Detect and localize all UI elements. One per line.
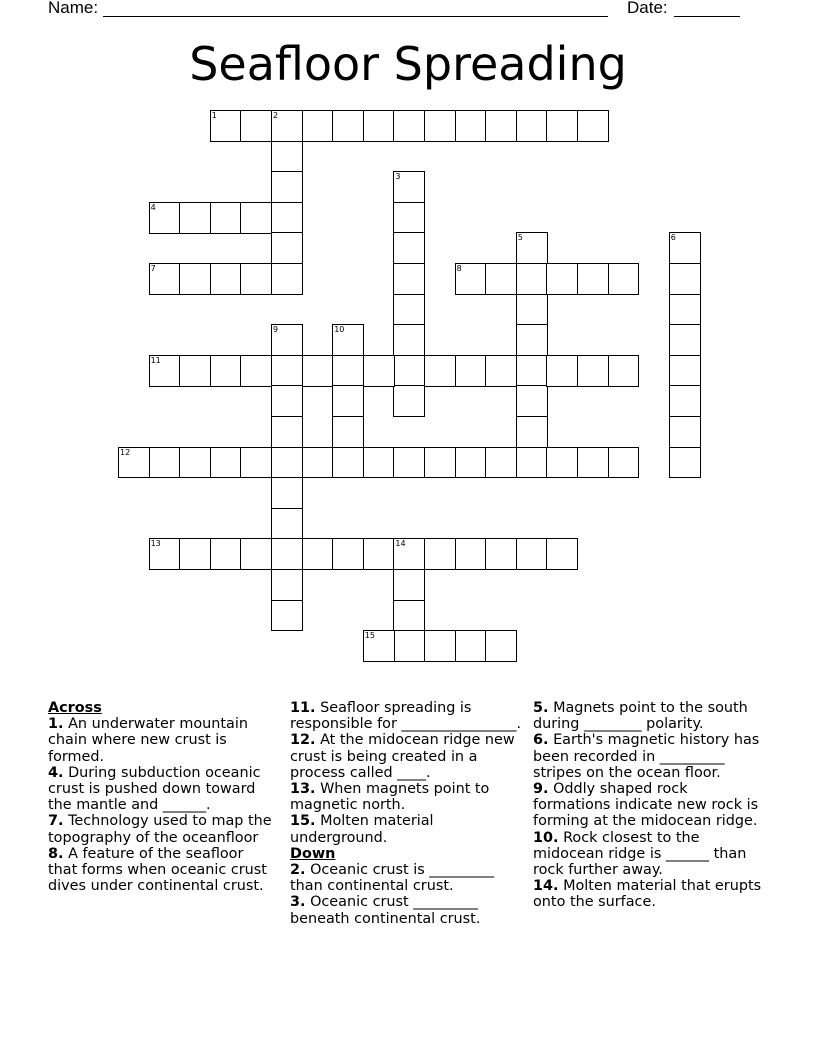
grid-cell[interactable]: [149, 202, 181, 234]
grid-cell[interactable]: [455, 263, 487, 295]
grid-cell[interactable]: [577, 447, 609, 479]
grid-cell[interactable]: [363, 447, 395, 479]
clue-across-15: 15. Molten material underground.: [290, 813, 434, 846]
grid-cell[interactable]: [271, 447, 303, 479]
grid-cell[interactable]: [271, 477, 303, 509]
grid-cell[interactable]: [424, 447, 456, 479]
grid-cell[interactable]: [179, 202, 211, 234]
grid-cell[interactable]: [485, 447, 517, 479]
clues-column-2: [290, 700, 522, 927]
clue-number: 14: [395, 539, 406, 549]
grid-cell[interactable]: [577, 263, 609, 295]
grid-cell[interactable]: [546, 355, 578, 387]
clue-down-9: 9. Oddly shaped rock formations indicate new rock is forming at the midocean ridge.: [533, 781, 759, 830]
grid-cell[interactable]: [393, 324, 425, 356]
date-label: Date:: [627, 0, 668, 17]
grid-cell[interactable]: [149, 538, 181, 570]
grid-cell[interactable]: [210, 355, 242, 387]
grid-cell[interactable]: [393, 110, 425, 142]
grid-cell[interactable]: [332, 385, 364, 417]
clue-number: 10: [334, 325, 345, 335]
grid-cell[interactable]: [516, 263, 548, 295]
grid-cell[interactable]: [485, 263, 517, 295]
grid-cell[interactable]: [240, 202, 272, 234]
clue-number: 2: [273, 111, 279, 120]
grid-cell[interactable]: [240, 355, 272, 387]
grid-cell[interactable]: [669, 416, 701, 448]
grid-cell[interactable]: [240, 447, 272, 479]
clue-across-1: 1. An underwater mountain chain where new crust is formed.: [48, 716, 248, 765]
down-heading: Down: [290, 845, 336, 862]
clue-number: 9: [273, 325, 279, 335]
clue-across-13: 13. When magnets point to magnetic north.: [290, 781, 490, 814]
grid-cell[interactable]: [455, 355, 487, 387]
grid-cell[interactable]: [516, 385, 548, 417]
grid-cell[interactable]: [393, 232, 425, 264]
grid-cell[interactable]: [118, 447, 150, 479]
grid-cell[interactable]: [332, 447, 364, 479]
grid-cell[interactable]: [271, 508, 303, 540]
grid-cell[interactable]: [179, 447, 211, 479]
grid-cell[interactable]: [271, 385, 303, 417]
grid-cell[interactable]: [271, 110, 303, 142]
clue-down-10: 10. Rock closest to the midocean ridge is ______ than rock further away.: [533, 829, 747, 879]
grid-cell[interactable]: [210, 202, 242, 234]
grid-cell[interactable]: [393, 447, 425, 479]
grid-cell[interactable]: [393, 355, 425, 387]
grid-cell[interactable]: [424, 355, 456, 387]
grid-cell[interactable]: [516, 538, 548, 570]
grid-cell[interactable]: [240, 538, 272, 570]
grid-cell[interactable]: [271, 263, 303, 295]
name-label: Name:: [48, 0, 99, 17]
grid-cell[interactable]: [271, 569, 303, 601]
clue-number: 5: [517, 233, 523, 243]
grid-cell[interactable]: [179, 538, 211, 570]
grid-cell[interactable]: [271, 171, 303, 203]
grid-cell[interactable]: [149, 355, 181, 387]
clue-number: 7: [150, 264, 156, 273]
clue-across-11: 11. Seafloor spreading is responsible for ________________.: [290, 700, 522, 733]
grid-cell[interactable]: [485, 110, 517, 142]
grid-cell[interactable]: [577, 110, 609, 142]
grid-cell[interactable]: [577, 355, 609, 387]
clue-number: 12: [120, 447, 131, 457]
clue-across-12: 12. At the midocean ridge new crust is being created in a process called ____.: [290, 732, 515, 781]
grid-cell[interactable]: [393, 385, 425, 417]
grid-cell[interactable]: [485, 355, 517, 387]
grid-cell[interactable]: [393, 294, 425, 326]
grid-cell[interactable]: [424, 110, 456, 142]
clue-down-14: 14. Molten material that erupts onto the surface.: [533, 878, 762, 911]
clue-number: 3: [395, 172, 401, 182]
grid-cell[interactable]: [516, 232, 548, 264]
clue-number: 13: [150, 539, 161, 549]
grid-cell[interactable]: [608, 263, 640, 295]
grid-cell[interactable]: [516, 447, 548, 479]
grid-cell[interactable]: [393, 263, 425, 295]
grid-cell[interactable]: [485, 538, 517, 570]
grid-cell[interactable]: [455, 447, 487, 479]
grid-cell[interactable]: [271, 416, 303, 448]
clue-across-8: 8. A feature of the seafloor that forms when oceanic crust dives under continental crust.: [48, 845, 267, 895]
across-heading: Across: [48, 700, 102, 716]
grid-cell[interactable]: [271, 202, 303, 234]
grid-cell[interactable]: [179, 355, 211, 387]
grid-cell[interactable]: [210, 538, 242, 570]
grid-cell[interactable]: [271, 355, 303, 387]
grid-cell[interactable]: [271, 141, 303, 173]
grid-cell[interactable]: [516, 416, 548, 448]
grid-cell[interactable]: [271, 600, 303, 632]
grid-cell[interactable]: [516, 294, 548, 326]
grid-cell[interactable]: [210, 447, 242, 479]
clue-down-3: 3. Oceanic crust _________ beneath continental crust.: [290, 894, 481, 927]
grid-cell[interactable]: [516, 324, 548, 356]
grid-cell[interactable]: [669, 232, 701, 264]
grid-cell[interactable]: [332, 110, 364, 142]
grid-cell[interactable]: [240, 110, 272, 142]
grid-cell[interactable]: [271, 538, 303, 570]
grid-cell[interactable]: [455, 630, 487, 662]
grid-cell[interactable]: [393, 600, 425, 632]
grid-cell[interactable]: [608, 447, 640, 479]
grid-cell[interactable]: [669, 294, 701, 326]
grid-cell[interactable]: [363, 538, 395, 570]
grid-cell[interactable]: [516, 355, 548, 387]
grid-cell[interactable]: [393, 569, 425, 601]
grid-cell[interactable]: [271, 232, 303, 264]
clue-across-4: 4. During subduction oceanic crust is pushed down toward the mantle and ______.: [48, 764, 261, 814]
grid-cell[interactable]: [424, 538, 456, 570]
grid-cell[interactable]: [393, 171, 425, 203]
grid-cell[interactable]: [485, 630, 517, 662]
grid-cell[interactable]: [363, 355, 395, 387]
grid-cell[interactable]: [149, 447, 181, 479]
clue-number: 8: [456, 264, 462, 273]
grid-cell[interactable]: [669, 263, 701, 295]
grid-cell[interactable]: [332, 538, 364, 570]
grid-cell[interactable]: [546, 538, 578, 570]
grid-cell[interactable]: [669, 447, 701, 479]
grid-cell[interactable]: [179, 263, 211, 295]
clues-column-3: [533, 700, 769, 911]
grid-cell[interactable]: [332, 324, 364, 356]
clues-column-1: [48, 700, 276, 894]
grid-cell[interactable]: [393, 202, 425, 234]
grid-cell[interactable]: [669, 324, 701, 356]
grid-cell[interactable]: [516, 110, 548, 142]
grid-cell[interactable]: [546, 263, 578, 295]
grid-cell[interactable]: [424, 630, 456, 662]
clue-number: 6: [670, 233, 676, 243]
grid-cell[interactable]: [210, 263, 242, 295]
clue-across-7: 7. Technology used to map the topography of the oceanfloor: [48, 813, 272, 846]
grid-cell[interactable]: [302, 110, 334, 142]
grid-cell[interactable]: [608, 355, 640, 387]
grid-cell[interactable]: [363, 110, 395, 142]
grid-cell[interactable]: [240, 263, 272, 295]
grid-cell[interactable]: [332, 416, 364, 448]
grid-cell[interactable]: [302, 447, 334, 479]
grid-cell[interactable]: [546, 110, 578, 142]
grid-cell[interactable]: [669, 385, 701, 417]
clue-number: 11: [150, 355, 161, 365]
grid-cell[interactable]: [271, 324, 303, 356]
clue-down-5: 5. Magnets point to the south during ________ polarity.: [533, 700, 748, 733]
clue-number: 1: [211, 111, 217, 120]
grid-cell[interactable]: [210, 110, 242, 142]
page-title: Seafloor Spreading: [189, 37, 627, 91]
grid-cell[interactable]: [149, 263, 181, 295]
grid-cell[interactable]: [455, 110, 487, 142]
grid-cell[interactable]: [302, 355, 334, 387]
grid-cell[interactable]: [393, 630, 425, 662]
clue-down-6: 6. Earth's magnetic history has been recorded in _________ stripes on the ocean floor.: [533, 732, 760, 781]
grid-cell[interactable]: [455, 538, 487, 570]
grid-cell[interactable]: [546, 447, 578, 479]
clue-number: 4: [150, 202, 156, 212]
grid-cell[interactable]: [393, 538, 425, 570]
grid-cell[interactable]: [332, 355, 364, 387]
clue-down-2: 2. Oceanic crust is _________ than continental crust.: [290, 862, 495, 895]
clue-number: 15: [364, 631, 375, 641]
grid-cell[interactable]: [302, 538, 334, 570]
grid-cell[interactable]: [669, 355, 701, 387]
grid-cell[interactable]: [363, 630, 395, 662]
